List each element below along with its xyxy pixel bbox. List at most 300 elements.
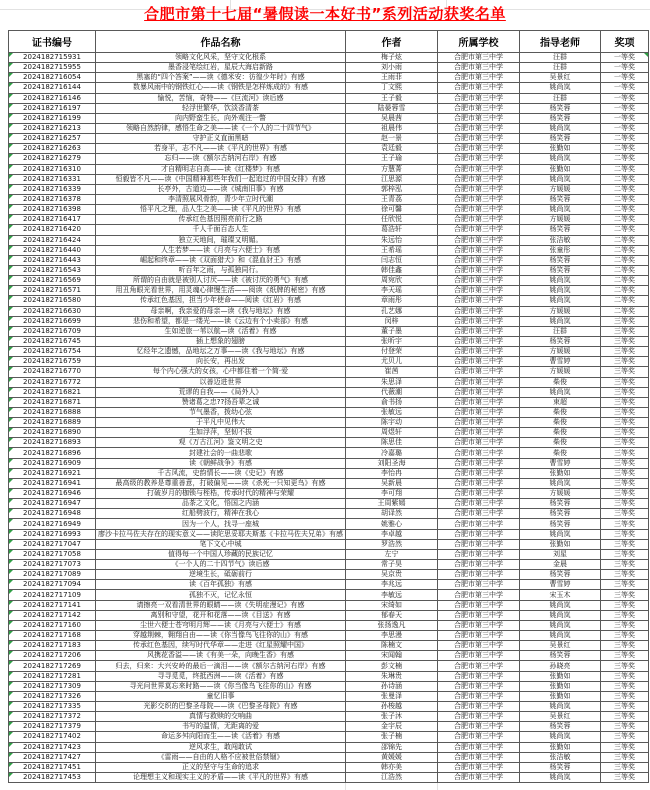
award-cell: 三等奖 — [601, 580, 649, 590]
author-cell: 王雨菲 — [346, 73, 438, 83]
school-cell: 合肥市第三中学 — [438, 286, 520, 296]
school-cell: 合肥市第三中学 — [438, 53, 520, 63]
table-row — [9, 539, 649, 549]
author-cell: 李可翔 — [346, 489, 438, 499]
table-row — [9, 560, 649, 570]
teacher-cell: 柴俊 — [520, 377, 601, 387]
author-cell: 姚雅心 — [346, 519, 438, 529]
author-cell: 金宇辰 — [346, 722, 438, 732]
table-header — [9, 31, 649, 53]
work-title-cell: 忆经年之遗憾，品地坛之万事——读《我与地坛》有感 — [96, 347, 346, 357]
author-cell: 胡译然 — [346, 509, 438, 519]
author-cell: 朱思泽 — [346, 377, 438, 387]
award-cell: 三等奖 — [601, 661, 649, 671]
author-cell: 常子昊 — [346, 560, 438, 570]
teacher-cell: 杨笑蓉 — [520, 255, 601, 265]
author-cell: 江思源 — [346, 174, 438, 184]
school-cell: 合肥市第三中学 — [438, 255, 520, 265]
teacher-cell: 方媛媛 — [520, 306, 601, 316]
table-row — [9, 326, 649, 336]
col-header-cert-no: 证书编号 — [9, 31, 96, 53]
school-cell: 合肥市第三中学 — [438, 712, 520, 722]
author-cell: 刘小雨 — [346, 63, 438, 73]
table-row — [9, 215, 649, 225]
award-cell: 三等奖 — [601, 489, 649, 499]
col-header-school: 所属学校 — [438, 31, 520, 53]
author-cell: 俞书扬 — [346, 397, 438, 407]
author-cell: 张曼泽 — [346, 691, 438, 701]
cert-number-cell: 2024182716699 — [9, 316, 96, 326]
work-title-cell: 归去，归来：大兴安岭的最后一滴泪——读《额尔古纳河右岸》有感 — [96, 661, 346, 671]
cert-number-cell: 2024182717168 — [9, 631, 96, 641]
table-row — [9, 357, 649, 367]
work-title-cell: 恒毅皆不凡——读《中国精神那些年我们一起追过的中国女排》有感 — [96, 174, 346, 184]
author-cell: 章雨彤 — [346, 296, 438, 306]
table-row — [9, 418, 649, 428]
table-row — [9, 73, 649, 83]
author-cell: 李敏远 — [346, 590, 438, 600]
award-cell: 二等奖 — [601, 164, 649, 174]
table-row — [9, 53, 649, 63]
work-title-cell: 忘归——读《额尔古纳河右岸》有感 — [96, 154, 346, 164]
author-cell: 李卓越 — [346, 529, 438, 539]
teacher-cell: 姚尚岚 — [520, 600, 601, 610]
award-cell: 二等奖 — [601, 255, 649, 265]
award-cell: 一等奖 — [601, 103, 649, 113]
work-title-cell: 观《万古江河》鉴文明之史 — [96, 438, 346, 448]
cert-number-cell: 2024182717089 — [9, 570, 96, 580]
teacher-cell: 张勤如 — [520, 468, 601, 478]
award-cell: 三等奖 — [601, 681, 649, 691]
cert-number-cell: 2024182717142 — [9, 610, 96, 620]
work-title-cell: 轻浮世繁华，饮淡香清茶 — [96, 103, 346, 113]
work-title-cell: 孤独不灭，记忆永恒 — [96, 590, 346, 600]
school-cell: 合肥市第三中学 — [438, 73, 520, 83]
teacher-cell: 张勤如 — [520, 539, 601, 549]
teacher-cell: 杨笑蓉 — [520, 194, 601, 204]
table-row — [9, 600, 649, 610]
cert-number-cell: 2024182717109 — [9, 590, 96, 600]
table-row — [9, 732, 649, 742]
teacher-cell: 张洁敏 — [520, 752, 601, 762]
teacher-cell: 杨笑蓉 — [520, 134, 601, 144]
school-cell: 合肥市第三中学 — [438, 377, 520, 387]
award-cell: 三等奖 — [601, 610, 649, 620]
work-title-cell: 论理想主义和现实主义的矛盾——读《平凡的世界》有感 — [96, 772, 346, 782]
work-title-cell: 《一个人的二十四节气》读后感 — [96, 560, 346, 570]
table-row — [9, 205, 649, 215]
author-cell: 任欣悦 — [346, 215, 438, 225]
cert-number-cell: 2024182716890 — [9, 428, 96, 438]
author-cell: 罗浩然 — [346, 539, 438, 549]
award-cell: 三等奖 — [601, 671, 649, 681]
school-cell: 合肥市第三中学 — [438, 489, 520, 499]
table-row — [9, 367, 649, 377]
teacher-cell: 姚尚岚 — [520, 286, 601, 296]
table-row — [9, 265, 649, 275]
award-cell: 三等奖 — [601, 326, 649, 336]
table-row — [9, 83, 649, 93]
table-row — [9, 407, 649, 417]
author-cell: 祖晨伟 — [346, 123, 438, 133]
work-title-cell: 人生若梦——读《月亮与六便士》有感 — [96, 245, 346, 255]
work-title-cell: 赞诸葛之忠??扬吾辈之诚 — [96, 397, 346, 407]
award-cell: 三等奖 — [601, 438, 649, 448]
author-cell: 陆晏蓉雪 — [346, 103, 438, 113]
school-cell: 合肥市第三中学 — [438, 296, 520, 306]
author-cell: 朱远怡 — [346, 235, 438, 245]
gridline-bottom-vertical-1 — [345, 783, 346, 790]
cert-number-cell: 2024182716213 — [9, 123, 96, 133]
teacher-cell: 姚尚岚 — [520, 205, 601, 215]
award-cell: 二等奖 — [601, 235, 649, 245]
cert-number-cell: 2024182717372 — [9, 712, 96, 722]
teacher-cell: 汪群 — [520, 53, 601, 63]
table-row — [9, 347, 649, 357]
author-cell: 张扬逸凡 — [346, 620, 438, 630]
work-title-cell: 向长安，再出发 — [96, 357, 346, 367]
teacher-cell: 柴俊 — [520, 407, 601, 417]
teacher-cell: 张洁敏 — [520, 235, 601, 245]
teacher-cell: 宋玉木 — [520, 590, 601, 600]
gridline-bottom-vertical-2 — [437, 783, 438, 790]
cert-number-cell: 2024182716054 — [9, 73, 96, 83]
teacher-cell: 束超 — [520, 397, 601, 407]
teacher-cell: 吴景红 — [520, 641, 601, 651]
author-cell: 张子沐 — [346, 712, 438, 722]
cert-number-cell: 2024182716310 — [9, 164, 96, 174]
cert-number-cell: 2024182716754 — [9, 347, 96, 357]
author-cell: 吴新晨 — [346, 478, 438, 488]
award-cell: 三等奖 — [601, 316, 649, 326]
school-cell: 合肥市第三中学 — [438, 600, 520, 610]
author-cell: 彭文楠 — [346, 661, 438, 671]
award-cell: 二等奖 — [601, 194, 649, 204]
award-cell: 二等奖 — [601, 134, 649, 144]
school-cell: 合肥市第三中学 — [438, 184, 520, 194]
cert-number-cell: 2024182716889 — [9, 418, 96, 428]
col-header-author: 作者 — [346, 31, 438, 53]
work-title-cell: 才自精明志自高——读《红楼梦》有感 — [96, 164, 346, 174]
table-row — [9, 529, 649, 539]
school-cell: 合肥市第三中学 — [438, 418, 520, 428]
work-title-cell: 生如逆旅一苇以航—读《活着》有感 — [96, 326, 346, 336]
work-title-cell: 正义的坚守与生命的追求 — [96, 762, 346, 772]
cert-number-cell: 2024182716946 — [9, 489, 96, 499]
cert-number-cell: 2024182716199 — [9, 113, 96, 123]
cert-number-cell: 2024182717047 — [9, 539, 96, 549]
work-title-cell: 最高级的教养是尊重善意，打破偏见——读《杀死一只知更鸟》有感 — [96, 478, 346, 488]
work-title-cell: 母亲啊，我亲爱的母亲—读《我与地坛》有感 — [96, 306, 346, 316]
school-cell: 合肥市第三中学 — [438, 681, 520, 691]
table-row — [9, 255, 649, 265]
table-row — [9, 174, 649, 184]
author-cell: 闵梓 — [346, 316, 438, 326]
table-row — [9, 661, 649, 671]
work-title-cell: 寻光问世界莫忘来时路——读《你当像鸟飞往你的山》有感 — [96, 681, 346, 691]
cert-number-cell: 2024182716571 — [9, 286, 96, 296]
awards-table — [8, 30, 649, 783]
school-cell: 合肥市第三中学 — [438, 407, 520, 417]
table-row — [9, 499, 649, 509]
work-title-cell: 封建社会的一曲悲歌 — [96, 448, 346, 458]
award-cell: 三等奖 — [601, 387, 649, 397]
table-row — [9, 93, 649, 103]
school-cell: 合肥市第三中学 — [438, 316, 520, 326]
work-title-cell: 逆境生长，砥砺前行 — [96, 570, 346, 580]
award-cell: 三等奖 — [601, 529, 649, 539]
table-row — [9, 580, 649, 590]
author-cell: 付登荣 — [346, 347, 438, 357]
cert-number-cell: 2024182717379 — [9, 722, 96, 732]
table-row — [9, 123, 649, 133]
school-cell: 合肥市第三中学 — [438, 732, 520, 742]
table-row — [9, 336, 649, 346]
teacher-cell: 张勤如 — [520, 691, 601, 701]
school-cell: 合肥市第三中学 — [438, 347, 520, 357]
author-cell: 葛浩轩 — [346, 225, 438, 235]
work-title-cell: 寻寻觅觅，终抵西洲——读《活着》有感 — [96, 671, 346, 681]
school-cell: 合肥市第三中学 — [438, 103, 520, 113]
school-cell: 合肥市第三中学 — [438, 620, 520, 630]
teacher-cell: 吴景红 — [520, 712, 601, 722]
table-row — [9, 478, 649, 488]
cert-number-cell: 2024182716263 — [9, 144, 96, 154]
school-cell: 合肥市第三中学 — [438, 549, 520, 559]
school-cell: 合肥市第三中学 — [438, 610, 520, 620]
school-cell: 合肥市第三中学 — [438, 63, 520, 73]
author-cell: 方慧菁 — [346, 164, 438, 174]
work-title-cell: 廖沙卡拉马佐夫存在的现实意义——读陀思妥耶夫斯基《卡拉马佐夫兄弟》有感 — [96, 529, 346, 539]
school-cell: 合肥市第三中学 — [438, 468, 520, 478]
award-cell: 三等奖 — [601, 651, 649, 661]
cert-number-cell: 2024182716144 — [9, 83, 96, 93]
work-title-cell: 荒谬的自我——《局外人》 — [96, 387, 346, 397]
teacher-cell: 杨笑蓉 — [520, 519, 601, 529]
award-cell: 三等奖 — [601, 418, 649, 428]
cert-number-cell: 2024182716543 — [9, 265, 96, 275]
teacher-cell: 杨笑蓉 — [520, 570, 601, 580]
cert-number-cell: 2024182716443 — [9, 255, 96, 265]
school-cell: 合肥市第三中学 — [438, 519, 520, 529]
award-cell: 三等奖 — [601, 428, 649, 438]
table-row — [9, 620, 649, 630]
school-cell: 合肥市第三中学 — [438, 458, 520, 468]
award-cell: 三等奖 — [601, 377, 649, 387]
table-row — [9, 641, 649, 651]
work-title-cell: 用丑角眼光看世界，用灵魂心律慢生活——阅读《纸牌的秘密》有感 — [96, 286, 346, 296]
table-row — [9, 691, 649, 701]
school-cell: 合肥市第三中学 — [438, 580, 520, 590]
work-title-cell: 品茶之文化，悟国之内涵 — [96, 499, 346, 509]
table-row — [9, 296, 649, 306]
work-title-cell: 打破岁月的枷锁与桎梏，传承时代的精神与荣耀 — [96, 489, 346, 499]
cert-number-cell: 2024182717183 — [9, 641, 96, 651]
author-cell: 郭梓泓 — [346, 184, 438, 194]
award-cell: 二等奖 — [601, 154, 649, 164]
table-row — [9, 742, 649, 752]
school-cell: 合肥市第三中学 — [438, 448, 520, 458]
school-cell: 合肥市第三中学 — [438, 499, 520, 509]
teacher-cell: 柴俊 — [520, 418, 601, 428]
table-row — [9, 286, 649, 296]
cert-number-cell: 2024182716871 — [9, 397, 96, 407]
award-cell: 三等奖 — [601, 772, 649, 782]
award-cell: 三等奖 — [601, 357, 649, 367]
cert-number-cell: 2024182716279 — [9, 154, 96, 164]
school-cell: 合肥市第三中学 — [438, 478, 520, 488]
work-title-cell: 节气墨香，拨幼心弦 — [96, 407, 346, 417]
table-row — [9, 438, 649, 448]
teacher-cell: 张勤如 — [520, 144, 601, 154]
work-title-cell: 插上想象的翅膀 — [96, 336, 346, 346]
table-row — [9, 509, 649, 519]
author-cell: 代薇潮 — [346, 387, 438, 397]
table-row — [9, 184, 649, 194]
award-cell: 二等奖 — [601, 306, 649, 316]
author-cell: 董子墨 — [346, 326, 438, 336]
work-title-cell: 崛起和终章——读《双面猎犬》和《混血豺王》有感 — [96, 255, 346, 265]
award-cell: 三等奖 — [601, 600, 649, 610]
table-row — [9, 164, 649, 174]
school-cell: 合肥市第三中学 — [438, 702, 520, 712]
teacher-cell: 杨笑蓉 — [520, 103, 601, 113]
cert-number-cell: 2024182716417 — [9, 215, 96, 225]
table-row — [9, 103, 649, 113]
cert-number-cell: 2024182717451 — [9, 762, 96, 772]
work-title-cell: 以善迈进世界 — [96, 377, 346, 387]
award-cell: 三等奖 — [601, 397, 649, 407]
table-row — [9, 387, 649, 397]
teacher-cell: 杨笑蓉 — [520, 722, 601, 732]
award-cell: 二等奖 — [601, 276, 649, 286]
cert-number-cell: 2024182716993 — [9, 529, 96, 539]
school-cell: 合肥市第三中学 — [438, 235, 520, 245]
author-cell: 赵一景 — [346, 134, 438, 144]
author-cell: 韩佳鑫 — [346, 265, 438, 275]
school-cell: 合肥市第三中学 — [438, 194, 520, 204]
cert-number-cell: 2024182716745 — [9, 336, 96, 346]
award-cell: 三等奖 — [601, 367, 649, 377]
work-title-cell: 长亭外，古道边——读《城南旧事》有感 — [96, 184, 346, 194]
cert-number-cell: 2024182716257 — [9, 134, 96, 144]
award-cell: 二等奖 — [601, 205, 649, 215]
teacher-cell: 杨笑蓉 — [520, 651, 601, 661]
award-cell: 三等奖 — [601, 478, 649, 488]
author-cell: 李怡冉 — [346, 468, 438, 478]
table-row — [9, 489, 649, 499]
cert-number-cell: 2024182717427 — [9, 752, 96, 762]
work-title-cell: 若身平，志不凡——读《平凡的世界》有感 — [96, 144, 346, 154]
school-cell: 合肥市第三中学 — [438, 397, 520, 407]
author-cell: 陈宇动 — [346, 418, 438, 428]
school-cell: 合肥市第三中学 — [438, 631, 520, 641]
work-title-cell: 因为一个人，找寻一座城 — [96, 519, 346, 529]
table-row — [9, 549, 649, 559]
work-title-cell: 童忆旧事 — [96, 691, 346, 701]
table-row — [9, 448, 649, 458]
teacher-cell: 孙晓亮 — [520, 661, 601, 671]
author-cell: 王子瑜 — [346, 154, 438, 164]
award-cell: 三等奖 — [601, 539, 649, 549]
award-cell: 二等奖 — [601, 144, 649, 154]
teacher-cell: 姚尚岚 — [520, 732, 601, 742]
school-cell: 合肥市第三中学 — [438, 357, 520, 367]
work-title-cell: 领略文化风采，坚守文化根系 — [96, 53, 346, 63]
cert-number-cell: 2024182717073 — [9, 560, 96, 570]
work-title-cell: 红船劈波行，精神在我心 — [96, 509, 346, 519]
author-cell: 孔艺娜 — [346, 306, 438, 316]
teacher-cell: 杨笑蓉 — [520, 762, 601, 772]
work-title-cell: 光影交织的巴黎圣母院——读《巴黎圣母院》有感 — [96, 702, 346, 712]
school-cell: 合肥市第三中学 — [438, 772, 520, 782]
school-cell: 合肥市第三中学 — [438, 387, 520, 397]
cert-number-cell: 2024182717206 — [9, 651, 96, 661]
col-header-award: 奖项 — [601, 31, 649, 53]
cert-number-cell: 2024182716580 — [9, 296, 96, 306]
teacher-cell: 张勤如 — [520, 671, 601, 681]
cert-number-cell: 2024182716759 — [9, 357, 96, 367]
author-cell: 吴晨茜 — [346, 113, 438, 123]
cert-number-cell: 2024182716331 — [9, 174, 96, 184]
table-row — [9, 225, 649, 235]
author-cell: 张昕宇 — [346, 336, 438, 346]
work-title-cell: 悟平凡之理，品人生之美——读《平凡的世界》有感 — [96, 205, 346, 215]
award-cell: 三等奖 — [601, 468, 649, 478]
teacher-cell: 张勤如 — [520, 742, 601, 752]
school-cell: 合肥市第三中学 — [438, 671, 520, 681]
teacher-cell: 张勤如 — [520, 164, 601, 174]
table-row — [9, 681, 649, 691]
author-cell: 李兆远 — [346, 580, 438, 590]
work-title-cell: 向内野蛮生长，向外观注一瞥 — [96, 113, 346, 123]
teacher-cell: 姚尚岚 — [520, 610, 601, 620]
author-cell: 刘阳圣海 — [346, 458, 438, 468]
cert-number-cell: 2024182716947 — [9, 499, 96, 509]
teacher-cell: 吴景红 — [520, 73, 601, 83]
author-cell: 李思漫 — [346, 631, 438, 641]
work-title-cell: 每个内心强大的女孩，心中都住着一个简·爱 — [96, 367, 346, 377]
award-cell: 三等奖 — [601, 499, 649, 509]
cert-number-cell: 2024182717269 — [9, 661, 96, 671]
cert-number-cell: 2024182717160 — [9, 620, 96, 630]
table-row — [9, 458, 649, 468]
cert-number-cell: 2024182716948 — [9, 509, 96, 519]
teacher-cell: 方媛媛 — [520, 347, 601, 357]
author-cell: 吴京贵 — [346, 570, 438, 580]
award-cell: 一等奖 — [601, 123, 649, 133]
cert-number-cell: 2024182717326 — [9, 691, 96, 701]
work-title-cell: 穿越荆棘，翱翔自由——读《你当像鸟飞往你的山》有感 — [96, 631, 346, 641]
cert-number-cell: 2024182716424 — [9, 235, 96, 245]
table-row — [9, 702, 649, 712]
teacher-cell: 姚尚岚 — [520, 296, 601, 306]
author-cell: 闫志恒 — [346, 255, 438, 265]
award-cell: 二等奖 — [601, 296, 649, 306]
school-cell: 合肥市第三中学 — [438, 215, 520, 225]
school-cell: 合肥市第三中学 — [438, 529, 520, 539]
cert-number-cell: 2024182717281 — [9, 671, 96, 681]
award-cell: 三等奖 — [601, 732, 649, 742]
work-title-cell: 听百年之雨，与孤独同行。 — [96, 265, 346, 275]
work-title-cell: 请擦亮一双看清世界的眼睛——读《失明症漫记》有感 — [96, 600, 346, 610]
award-cell: 二等奖 — [601, 215, 649, 225]
award-cell: 三等奖 — [601, 620, 649, 630]
teacher-cell: 柴俊 — [520, 448, 601, 458]
cert-number-cell: 2024182716770 — [9, 367, 96, 377]
school-cell: 合肥市第三中学 — [438, 134, 520, 144]
author-cell: 郁春天 — [346, 610, 438, 620]
